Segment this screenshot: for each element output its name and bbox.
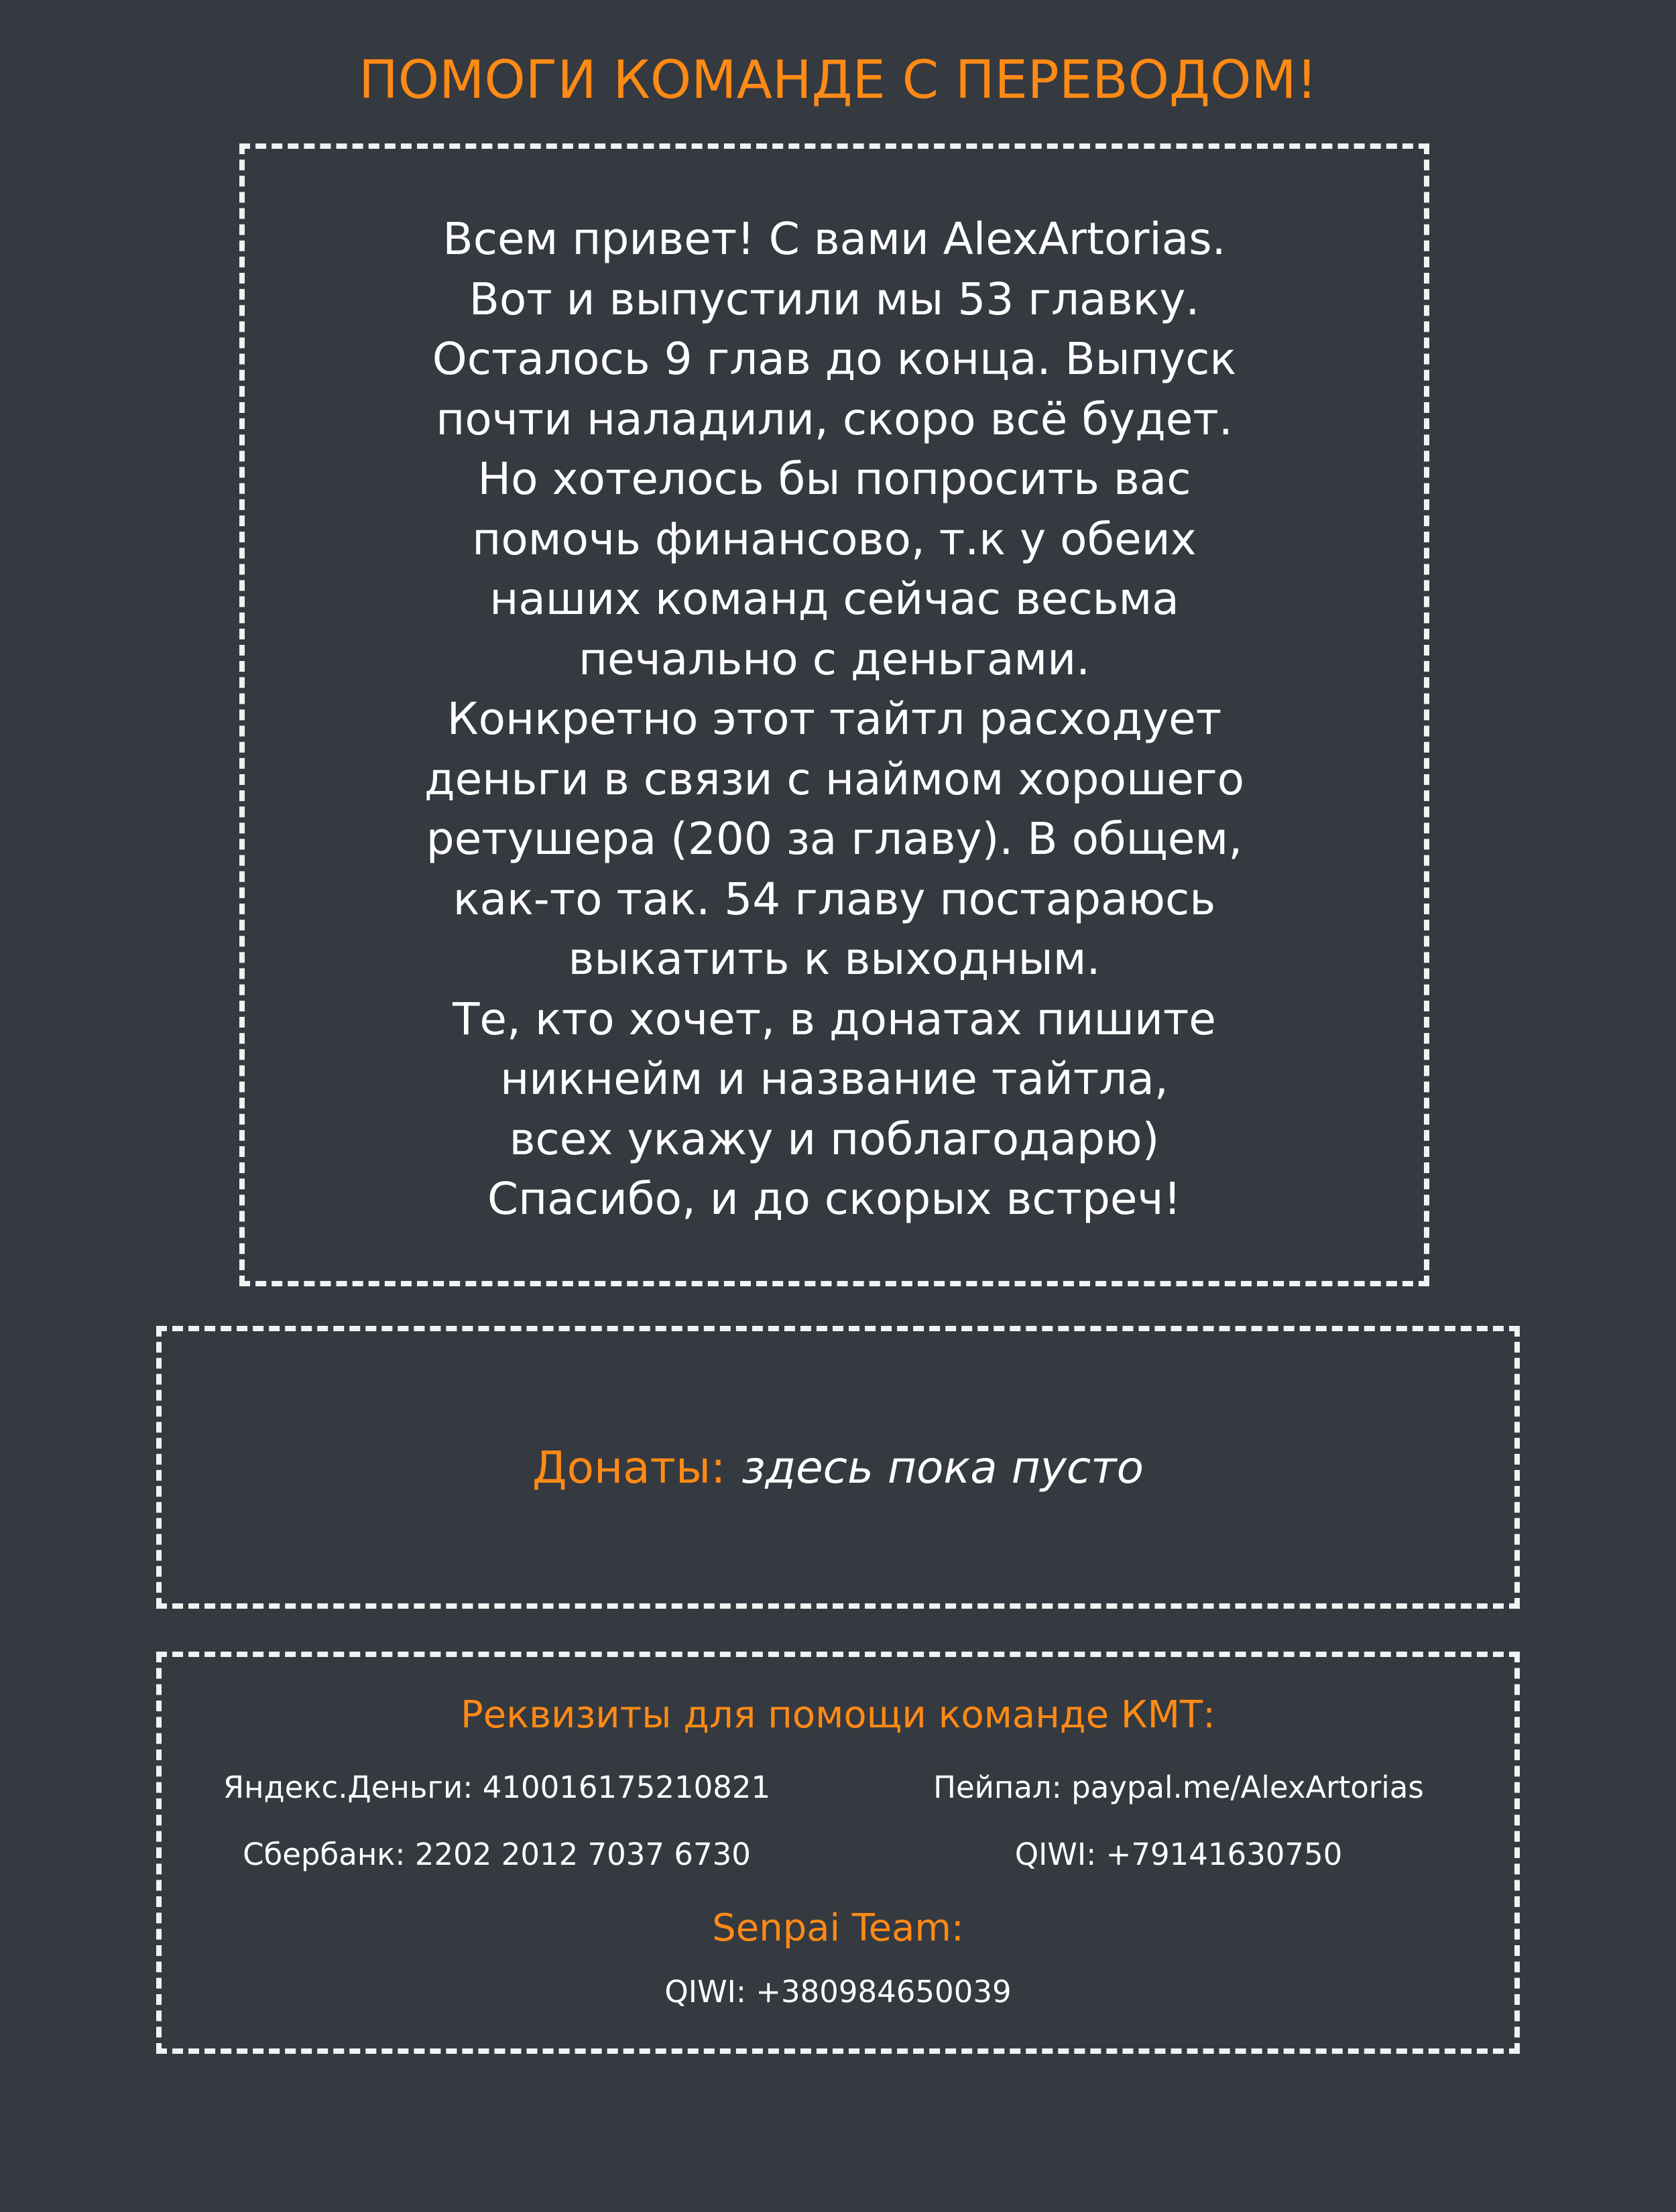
senpai-team-heading: Senpai Team: bbox=[712, 1906, 964, 1950]
paypal-detail: Пейпал: paypal.me/AlexArtorias bbox=[933, 1770, 1424, 1805]
donations-box bbox=[156, 1326, 1520, 1609]
requisites-box bbox=[156, 1652, 1520, 2054]
message-line: всех укажу и поблагодарю) bbox=[509, 1113, 1160, 1165]
message-text bbox=[245, 209, 1424, 1229]
message-line: печально с деньгами. bbox=[578, 633, 1091, 685]
message-line: помочь финансово, т.к у обеих bbox=[472, 513, 1197, 565]
message-line: Всем привет! С вами AlexArtorias. bbox=[442, 213, 1226, 265]
donations-row bbox=[162, 1331, 1514, 1603]
message-line: никнейм и название тайтла, bbox=[500, 1053, 1169, 1105]
message-line: наших команд сейчас весьма bbox=[489, 573, 1179, 625]
message-line: как-то так. 54 главу постараюсь bbox=[453, 873, 1216, 925]
page-title: ПОМОГИ КОМАНДЕ С ПЕРЕВОДОМ! bbox=[359, 50, 1317, 111]
requisites-heading: Реквизиты для помощи команде КМТ: bbox=[461, 1693, 1215, 1737]
senpai-qiwi-detail: QIWI: +380984650039 bbox=[664, 1974, 1012, 2010]
message-line: Конкретно этот тайтл расходует bbox=[446, 693, 1222, 745]
message-line: почти наладили, скоро всё будет. bbox=[436, 393, 1233, 445]
message-line: ретушера (200 за главу). В общем, bbox=[426, 813, 1243, 865]
qiwi-detail: QIWI: +79141630750 bbox=[1014, 1837, 1343, 1872]
message-line: Те, кто хочет, в донатах пишите bbox=[453, 993, 1216, 1045]
message-line: Но хотелось бы попросить вас bbox=[477, 453, 1191, 505]
message-box bbox=[239, 143, 1429, 1286]
donations-label: Донаты: bbox=[532, 1441, 726, 1493]
message-line: Спасибо, и до скорых встреч! bbox=[487, 1173, 1181, 1225]
sberbank-detail: Сбербанк: 2202 2012 7037 6730 bbox=[243, 1837, 751, 1872]
yandex-money-detail: Яндекс.Деньги: 410016175210821 bbox=[223, 1770, 771, 1805]
message-line: деньги в связи с наймом хорошего bbox=[424, 753, 1245, 805]
message-line: выкатить к выходным. bbox=[568, 933, 1101, 985]
message-line: Вот и выпустили мы 53 главку. bbox=[469, 273, 1200, 325]
message-line: Осталось 9 глав до конца. Выпуск bbox=[432, 333, 1237, 385]
donations-value: здесь пока пусто bbox=[741, 1441, 1144, 1493]
